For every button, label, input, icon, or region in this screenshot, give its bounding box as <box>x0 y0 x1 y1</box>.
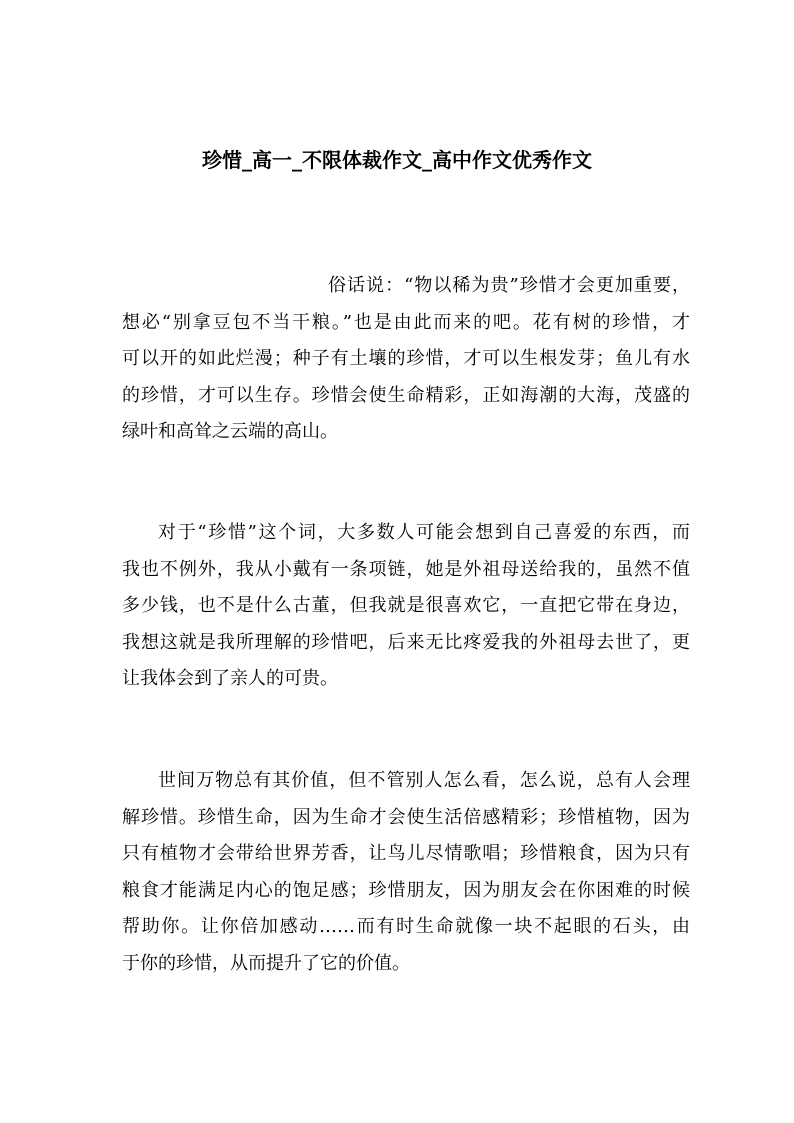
paragraph-line: 绿叶和高耸之云端的高山。 <box>122 421 338 442</box>
paragraph-line: 我也不例外，我从小戴有一条项链，她是外祖母送给我的，虽然不值 <box>122 558 690 580</box>
paragraph-line: 我想这就是我所理解的珍惜吧，后来无比疼爱我的外祖母去世了，更 <box>122 631 690 653</box>
paragraph-line: 想必“别拿豆包不当干粮。”也是由此而来的吧。花有树的珍惜，才 <box>122 311 690 333</box>
paragraph-line: 世间万物总有其价值，但不管别人怎么看，怎么说，总有人会理 <box>158 770 690 791</box>
paragraph-line: 多少钱，也不是什么古董，但我就是很喜欢它，一直把它带在身边， <box>122 595 690 616</box>
paragraph-line: 对于“珍惜”这个词，大多数人可能会想到自己喜爱的东西，而 <box>158 522 690 543</box>
paragraph-line: 可以开的如此烂漫；种子有土壤的珍惜，才可以生根发芽；鱼儿有水 <box>122 348 690 369</box>
paragraph-line: 解珍惜。珍惜生命，因为生命才会使生活倍感精彩；珍惜植物，因为 <box>122 806 690 828</box>
paragraph-line: 只有植物才会带给世界芳香，让鸟儿尽情歌唱；珍惜粮食，因为只有 <box>122 843 690 864</box>
paragraph-line: 于你的珍惜，从而提升了它的价值。 <box>122 952 410 974</box>
paragraph-line: 的珍惜，才可以生存。珍惜会使生命精彩，正如海潮的大海，茂盛的 <box>122 384 690 406</box>
paragraph-line: 帮助你。让你倍加感动……而有时生命就像一块不起眼的石头，由 <box>122 916 690 937</box>
paragraph-1 <box>122 268 690 451</box>
paragraph-line: 粮食才能满足内心的饱足感；珍惜朋友，因为朋友会在你困难的时候 <box>122 879 690 901</box>
paragraph-3 <box>122 763 690 982</box>
document-title: 珍惜_高一_不限体裁作文_高中作文优秀作文 <box>202 148 592 172</box>
paragraph-line: 让我体会到了亲人的可贵。 <box>122 668 338 689</box>
paragraph-2 <box>122 515 690 698</box>
paragraph-line: 俗话说：“物以稀为贵”珍惜才会更加重要， <box>328 275 690 296</box>
